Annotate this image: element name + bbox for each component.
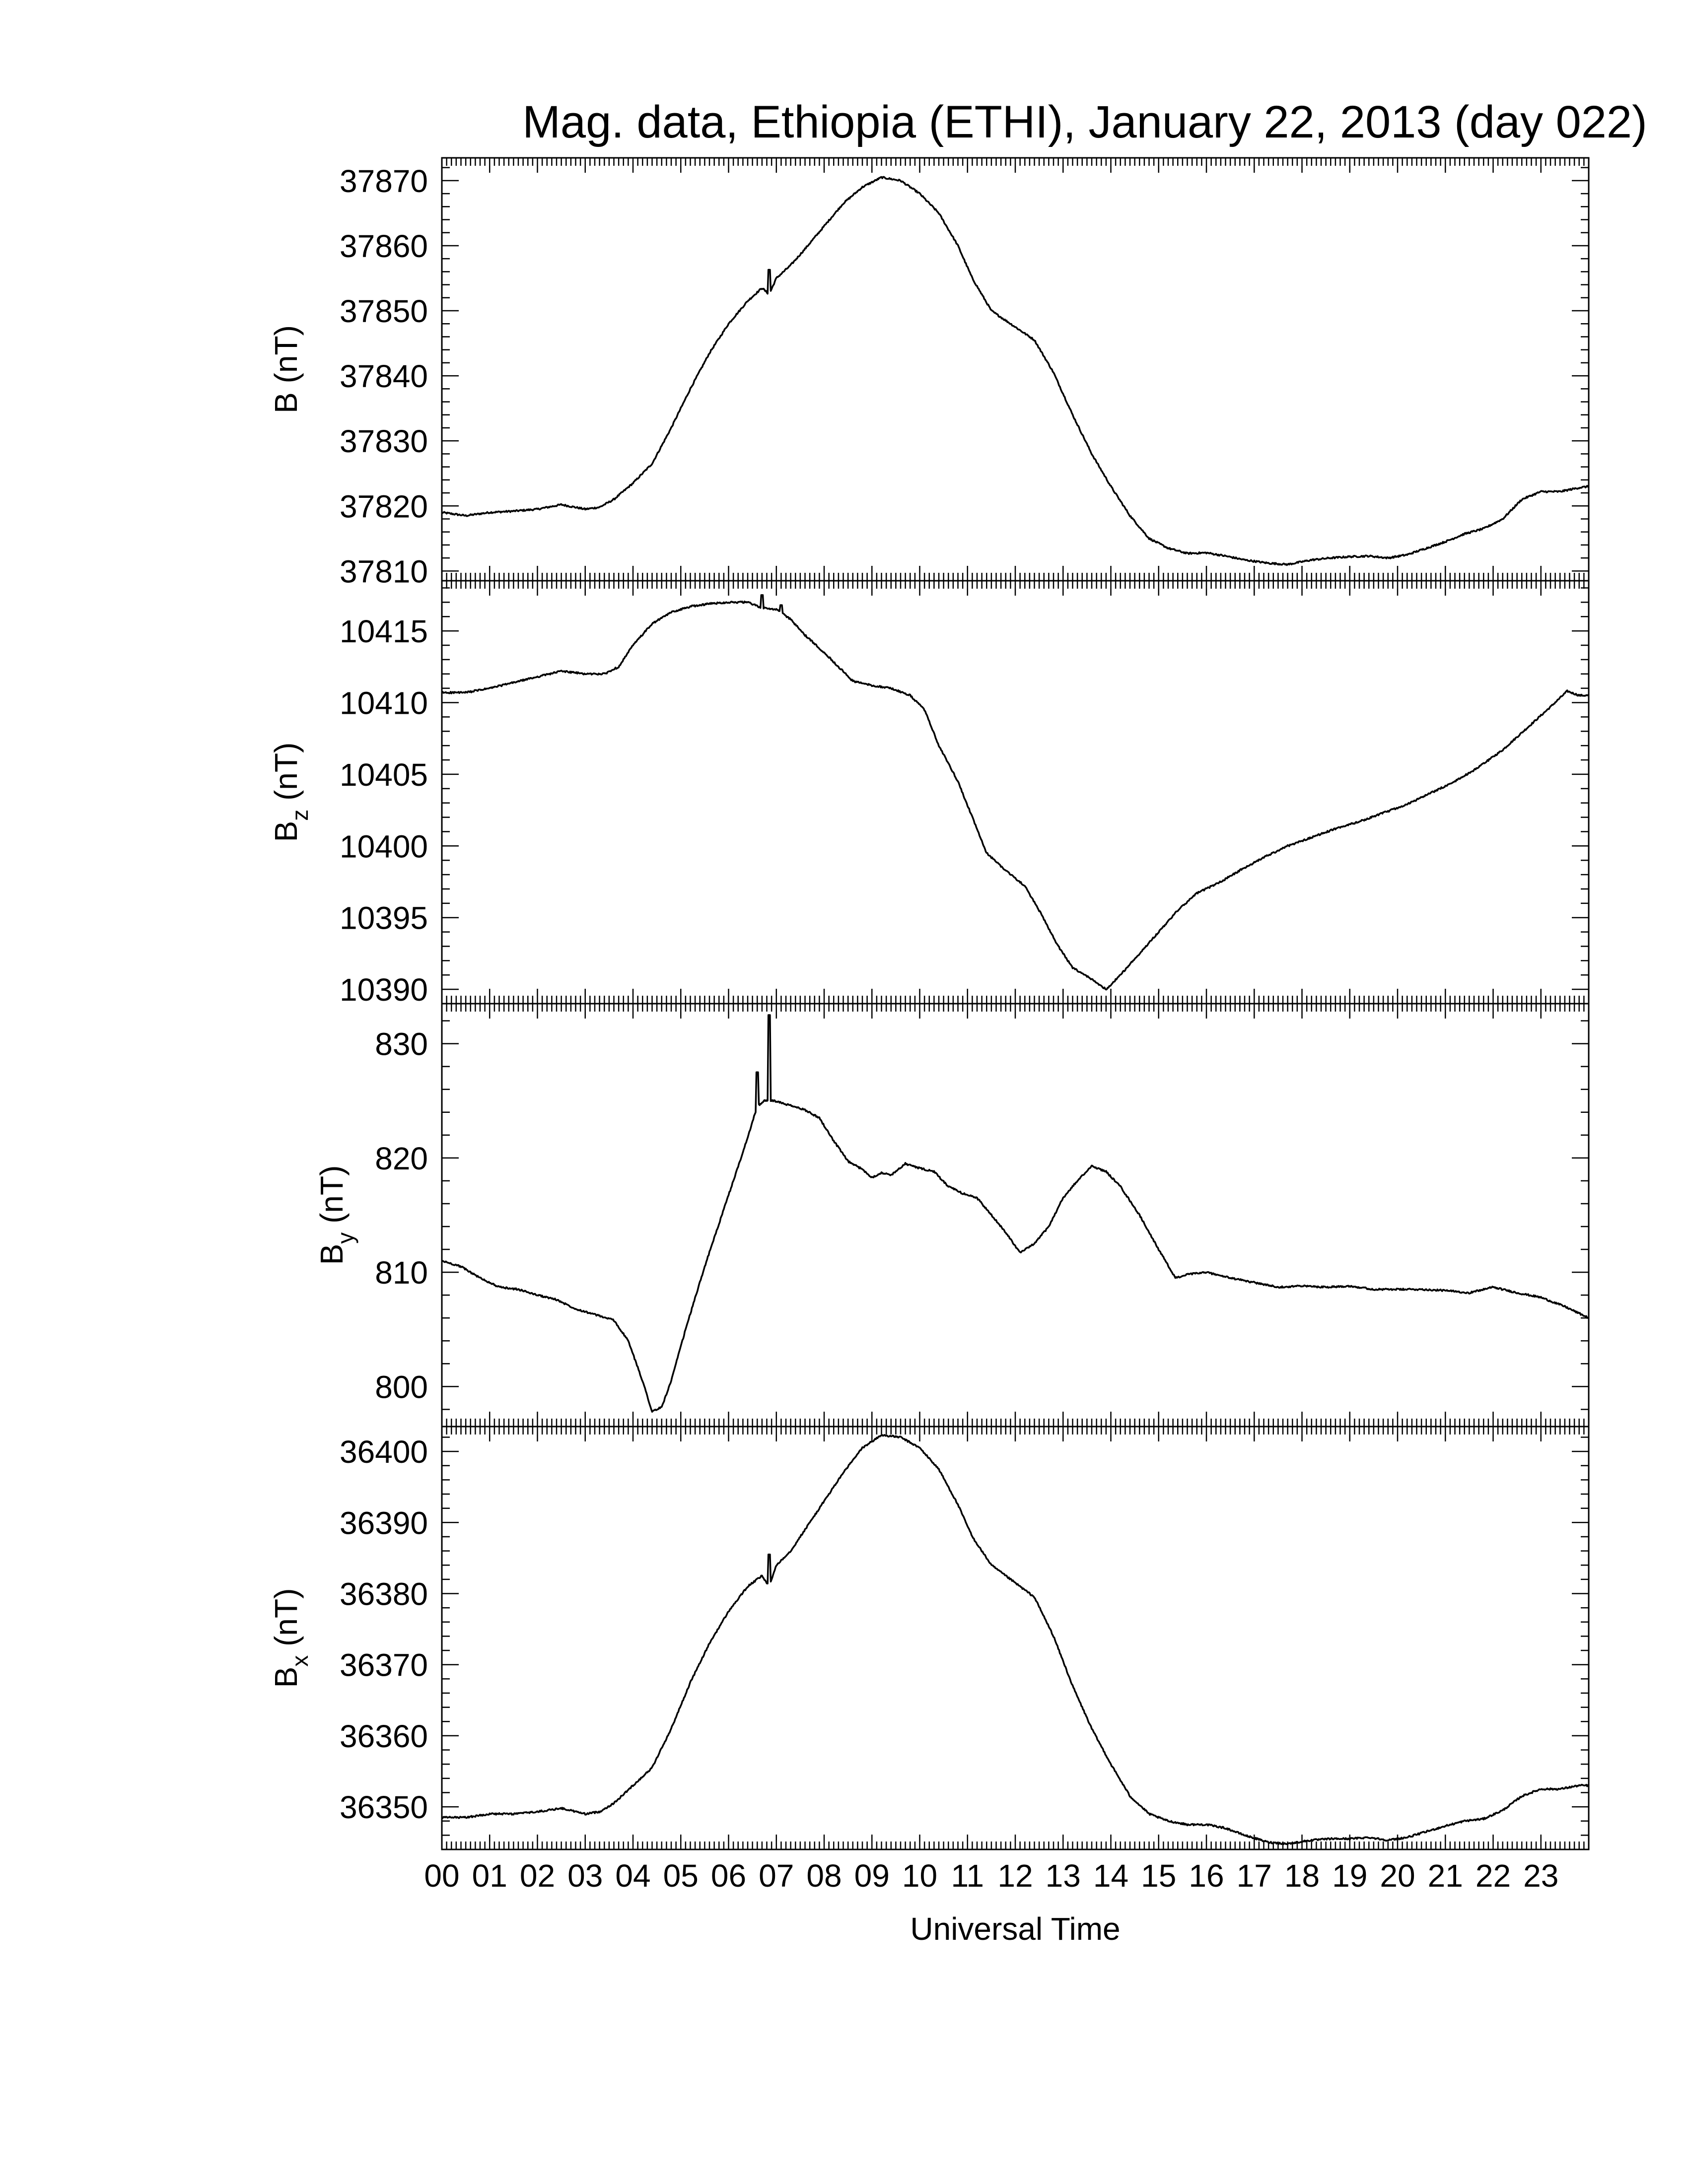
y-tick-label: 830 xyxy=(375,1026,428,1062)
y-tick-label: 36360 xyxy=(340,1718,428,1754)
x-tick-label: 05 xyxy=(663,1858,699,1894)
y-tick-label: 10400 xyxy=(340,828,428,865)
y-tick-label: 10410 xyxy=(340,685,428,721)
x-tick-label: 16 xyxy=(1189,1858,1224,1894)
y-tick-label: 36350 xyxy=(340,1789,428,1826)
panels xyxy=(268,158,1589,1849)
x-tick-label: 04 xyxy=(615,1858,651,1894)
series-line-B xyxy=(442,177,1589,565)
x-axis-label: Universal Time xyxy=(910,1911,1121,1947)
x-tick-label: 00 xyxy=(424,1858,460,1894)
x-tick-label: 21 xyxy=(1427,1858,1463,1894)
x-tick-label: 09 xyxy=(854,1858,890,1894)
x-tick-label: 07 xyxy=(759,1858,794,1894)
panel-frame xyxy=(442,1004,1589,1427)
x-tick-label: 17 xyxy=(1236,1858,1272,1894)
y-tick-label: 800 xyxy=(375,1369,428,1405)
x-tick-label: 12 xyxy=(997,1858,1033,1894)
panel-frame xyxy=(442,581,1589,1004)
y-tick-label: 10390 xyxy=(340,972,428,1008)
y-tick-label: 810 xyxy=(375,1255,428,1291)
x-tick-label: 10 xyxy=(902,1858,938,1894)
series-line-Bx xyxy=(442,1435,1589,1844)
y-tick-label: 36400 xyxy=(340,1434,428,1470)
series-line-Bz xyxy=(442,595,1589,990)
y-tick-label: 37820 xyxy=(340,488,428,525)
x-tick-label: 13 xyxy=(1045,1858,1081,1894)
x-tick-label: 02 xyxy=(519,1858,556,1894)
y-tick-label: 37830 xyxy=(340,423,428,460)
y-tick-label: 820 xyxy=(375,1140,428,1176)
x-tick-label: 08 xyxy=(806,1858,842,1894)
y-tick-label: 36390 xyxy=(340,1505,428,1541)
x-tick-labels xyxy=(424,1858,1558,1894)
x-tick-label: 15 xyxy=(1141,1858,1177,1894)
x-tick-label: 20 xyxy=(1380,1858,1415,1894)
panel-frame xyxy=(442,1427,1589,1849)
x-tick-label: 01 xyxy=(472,1858,507,1894)
y-axis-label: $B_x$ (nT) xyxy=(268,1588,313,1688)
y-tick-label: 37840 xyxy=(340,358,428,395)
y-tick-label: 37870 xyxy=(340,163,428,199)
y-axis-label: $B_z$ (nT) xyxy=(268,742,313,842)
x-tick-label: 14 xyxy=(1093,1858,1129,1894)
x-tick-label: 06 xyxy=(710,1858,747,1894)
y-tick-label: 37810 xyxy=(340,553,428,590)
panel-B xyxy=(268,158,1589,589)
panel-Bz xyxy=(268,581,1589,1008)
y-tick-label: 10405 xyxy=(340,756,428,793)
y-tick-label: 36380 xyxy=(340,1576,428,1612)
x-tick-label: 23 xyxy=(1523,1858,1559,1894)
y-tick-label: 36370 xyxy=(340,1647,428,1683)
series-line-By xyxy=(442,1015,1589,1412)
x-tick-label: 11 xyxy=(951,1858,984,1894)
x-tick-label: 18 xyxy=(1284,1858,1320,1894)
panel-Bx xyxy=(268,1427,1589,1849)
chart-title: Mag. data, Ethiopia (ETHI), January 22, 2013 (day 022) xyxy=(522,97,1647,147)
x-tick-label: 03 xyxy=(567,1858,603,1894)
x-tick-label: 19 xyxy=(1332,1858,1368,1894)
panel-By xyxy=(314,1004,1589,1427)
y-tick-label: 10395 xyxy=(340,900,428,936)
y-tick-label: 37860 xyxy=(340,228,428,264)
y-axis-label: B (nT) xyxy=(268,325,304,413)
panel-frame xyxy=(442,158,1589,581)
y-tick-label: 10415 xyxy=(340,614,428,650)
x-tick-label: 22 xyxy=(1475,1858,1511,1894)
y-axis-label: $B_y$ (nT) xyxy=(314,1165,358,1265)
y-tick-label: 37850 xyxy=(340,293,428,330)
